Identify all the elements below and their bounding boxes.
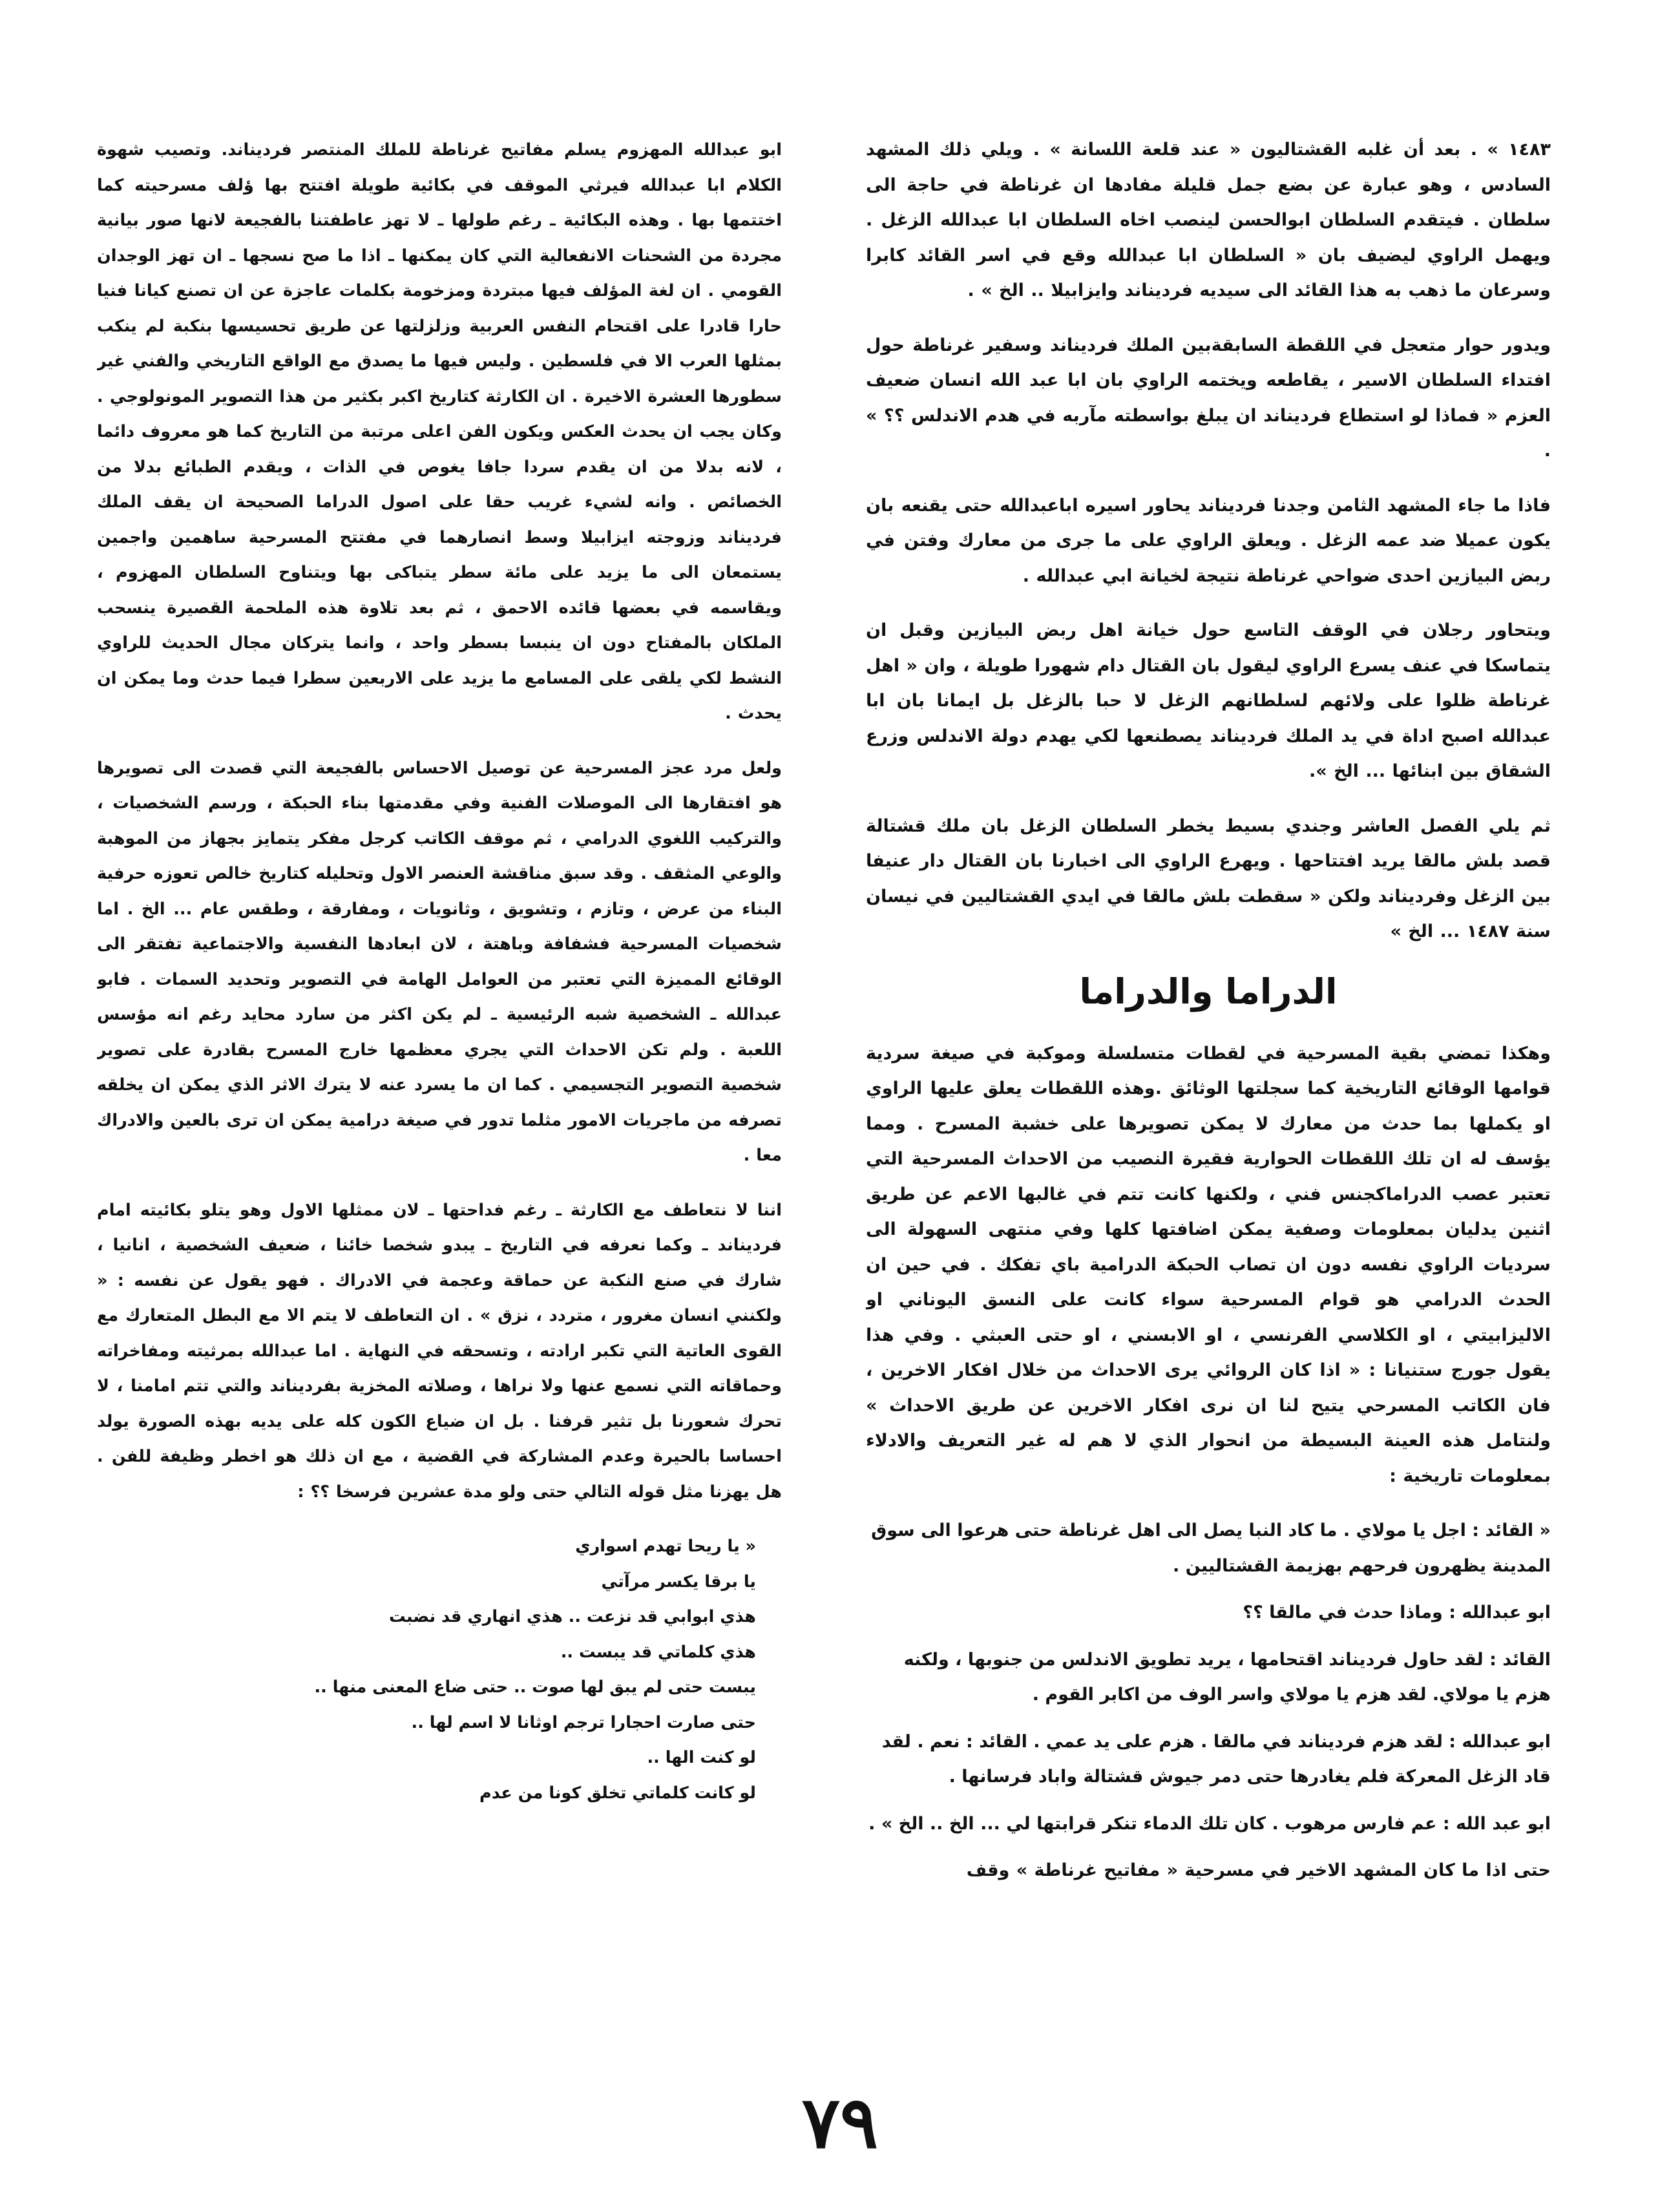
poem-line: لو كنت الها .. [647, 1748, 756, 1767]
dialogue-line: ابو عبدالله : لقد هزم فرديناند في مالقا . هزم على يد عمي . القائد : نعم . لقد قاد الزغل المعركة فلم يغادرها حتى دمر جيوش قشتالة واباد فرسانها . [881, 1731, 1551, 1787]
dialogue-line: « القائد : اجل يا مولاي . ما كاد النبا يصل الى اهل غرناطة حتى هرعوا الى سوق المدينة يظهرون فرحهم بهزيمة القشتاليين . [871, 1520, 1551, 1576]
paragraph: ابو عبدالله المهزوم يسلم مفاتيح غرناطة للملك المنتصر فرديناند. وتصيب شهوة الكلام ابا عبدالله فيرثي الموقف في بكائية طويلة افتتح بها ؤلف مسرحيته كما اختتمها بها . وهذه البكائية ـ رغم طولها ـ لا تهز عاطفتنا بالفجيعة لانها صور بيانية مجردة من الشحنات الانفعالية التي كان يمكنها ـ اذا ما صح نسجها ـ ان تهز الوجدان القومي . ان لغة المؤلف فيها مبتردة ومزخومة بكلمات عاجزة عن ان تصنع كيانا فنيا حارا قادرا على اقتحام النفس العربية وزلزلتها عن طريق تحسيسها بنكبة لم ينكب بمثلها العرب الا في فلسطين . وليس فيها ما يصدق مع الواقع التاريخي والفني غير سطورها العشرة الاخيرة . ان الكارثة كتاريخ اكبر بكثير من هذا التصوير المونولوجي . وكان يجب ان يحدث العكس ويكون الفن اعلى مرتبة من التاريخ كما هو معروف دائما ، لانه بدلا من ان يقدم سردا جافا يغوص في الذات ، ويقدم الطبائع بدلا من الخصائص . وانه لشيء غريب حقا على اصول الدراما الصحيحة ان يقف الملك فرديناند وزوجته ايزابيلا وسط انصارهما في مفتتح المسرحية ساهمين واجمين يستمعان الى ما يزيد على مائة سطر يتباكى بها ويتناوح السلطان المهزوم ، ويقاسمه في بعضها قائده الاحمق ، ثم بعد تلاوة هذه الملحمة القصيرة ينسحب الملكان بالمفتاح دون ان ينبسا بسطر واحد ، وانما يتركان مجال الحديث للراوي النشط لكي يلقى على المسامع ما يزيد على الاربعين سطرا فيما حدث وما يمكن ان يحدث . [97, 140, 782, 723]
right-column [866, 132, 1551, 2058]
poem-line: « يا ريحا تهدم اسواري [575, 1537, 756, 1556]
paragraph: ويتحاور رجلان في الوقف التاسع حول خيانة اهل ربض البيازين وقبل ان يتماسكا في عنف يسرع الراوي ليقول بان القتال دام شهورا طويلة ، وان « اهل غرناطة ظلوا على ولائهم لسلطانهم الزغل لا حبا بالزغل بل ايمانا بان ابا عبدالله اصبح اداة في يد الملك فرديناند يصطنعها لكي يهدم دولة الاندلس وزرع الشقاق بين ابنائها ... الخ ». [866, 620, 1551, 781]
dialogue-line: ابو عبدالله : وماذا حدث في مالقا ؟؟ [1243, 1603, 1551, 1623]
dialogue-line: القائد : لقد حاول فرديناند اقتحامها ، يريد تطويق الاندلس من جنوبها ، ولكنه هزم يا مولاي. لقد هزم يا مولاي واسر الوف من اكابر القوم . [903, 1649, 1551, 1705]
page-number: ٧٩ [801, 2081, 879, 2164]
paragraph: ثم يلي الفصل العاشر وجندي بسيط يخطر السلطان الزغل بان ملك قشتالة قصد بلش مالقا يريد افتتاحها . ويهرع الراوي الى اخبارنا بان القتال دار عنيفا بين الزغل وفرديناند ولكن « سقطت بلش مالقا في ايدي القشتاليين في نيسان سنة ١٤٨٧ ... الخ » [866, 815, 1551, 941]
poem-line: هذي ابوابي قد نزعت .. هذي انهاري قد نضبت [389, 1607, 756, 1626]
poem-line: حتى صارت احجارا ترجم اوثانا لا اسم لها .. [411, 1712, 756, 1732]
poem-line: يا برقا يكسر مرآتي [601, 1572, 756, 1592]
poem-line: يبست حتى لم يبق لها صوت .. حتى ضاع المعنى منها .. [314, 1677, 756, 1697]
paragraph: حتى اذا ما كان المشهد الاخير في مسرحية « مفاتيح غرناطة » وقف [966, 1860, 1551, 1880]
paragraph: ويدور حوار متعجل في اللقطة السابقةبين الملك فرديناند وسفير غرناطة حول افتداء السلطان الاسير ، يقاطعه ويختمه الراوي بان ابا عبد الله انسان ضعيف العزم « فماذا لو استطاع فرديناند ان يبلغ بواسطته مآربه في هدم الاندلس ؟؟ » . [866, 335, 1551, 461]
poem-line: هذي كلماتي قد يبست .. [560, 1642, 756, 1662]
paragraph: اننا لا نتعاطف مع الكارثة ـ رغم فداحتها ـ لان ممثلها الاول وهو يتلو بكائيته امام فرديناند ـ وكما نعرفه في التاريخ ـ يبدو شخصا خائنا ، ضعيف الشخصية ، انانيا ، شارك في صنع النكبة عن حماقة وعجمة في الادراك . فهو يقول عن نفسه : « ولكنني انسان مغرور ، متردد ، نزق » . ان التعاطف لا يتم الا مع البطل المتعارك مع القوى العاتية التي تكبر ارادته ، وتسحقه في النهاية . اما عبدالله بمرثيته ومفاخراته وحماقاته التي نسمع عنها ولا نراها ، وصلاته المخزية بفرديناند والتي تتم امامنا ، لا تحرك شعورنا بل تثير قرفنا . بل ان ضياع الكون كله على يديه بهذه الصورة يولد احساسا بالحيرة وعدم المشاركة في القضية ، مع ان ذلك هو اخطر وظيفة للفن . هل يهزنا مثل قوله التالي حتى ولو مدة عشرين فرسخا ؟؟ : [97, 1200, 782, 1502]
paragraph: وهكذا تمضي بقية المسرحية في لقطات متسلسلة وموكبة في صيغة سردية قوامها الوقائع التاريخية كما سجلتها الوثائق .وهذه اللقطات يعلق عليها الراوي او يكملها بما حدث من معارك لا يمكن تصويرها على خشبة المسرح . ومما يؤسف له ان تلك اللقطات الحوارية فقيرة النصيب من الاحداث المسرحية التي تعتبر عصب الدراماكجنس فني ، ولكنها كانت تتم في غالبها الاعم عن طريق اثنين يدليان بمعلومات وصفية يمكن اضافتها كلها وفي منتهى السهولة الى سرديات الراوي نفسه دون ان تصاب الحبكة الدرامية باي تفكك . في حين ان الحدث الدرامي هو قوام المسرحية سواء كانت على النسق اليوناني او الاليزابيتي ، او الكلاسي الفرنسي ، او الابسني ، او حتى العبثي . وفي هذا يقول جورج ستنيانا : « اذا كان الروائي يرى الاحداث من خلال افكار الاخرين ، فان الكاتب المسرحي يتيح لنا ان نرى افكار الاخرين عن طريق الاحداث » ولنتامل هذه العينة البسيطة من انحوار الذي لا هم له غير التعريف والادلاء بمعلومات تاريخية : [866, 1043, 1551, 1486]
left-column [97, 132, 782, 2058]
poem-excerpt [97, 1529, 782, 1811]
paragraph: ١٤٨٣ » . بعد أن غلبه القشتاليون « عند قلعة اللسانة » . ويلي ذلك المشهد السادس ، وهو عبارة عن بضع جمل قليلة مفادها ان غرناطة في حاجة الى سلطان . فيتقدم السلطان ابوالحسن لينصب اخاه السلطان ابا عبدالله الزغل . ويهمل الراوي ليضيف بان « السلطان ابا عبدالله وقع في اسر القائد كابرا وسرعان ما ذهب به هذا القائد الى سيديه فردیناند وایزابیلا .. الخ » . [866, 140, 1551, 300]
paragraph: ولعل مرد عجز المسرحية عن توصيل الاحساس بالفجيعة التي قصدت الى تصويرها هو افتقارها الى الموصلات الفنية وفي مقدمتها بناء الحبكة ، ورسم الشخصيات ، والتركيب اللغوي الدرامي ، ثم موقف الكاتب كرجل مفكر يتمايز بجهاز من الموهبة والوعي المثقف . وقد سبق مناقشة العنصر الاول وتحليله كتاريخ خالص تعوزه حرفية البناء من عرض ، وتازم ، وتشويق ، وثانويات ، ومفارقة ، وطقس عام ... الخ . اما شخصيات المسرحية فشفافة وباهتة ، لان ابعادها النفسية والاجتماعية تفتقر الى الوقائع المميزة التي تعتبر من العوامل الهامة في التصوير وتحديد السمات . فابو عبدالله ـ الشخصية شبه الرئيسية ـ لم يكن اكثر من سارد محايد رغم انه مؤسس اللعبة . ولم تكن الاحداث التي يجري معظمها خارج المسرح بقادرة على تصوير شخصية التصوير التجسيمي . كما ان ما يسرد عنه لا يترك الاثر الذي يمكن ان يخلقه تصرفه من ماجريات الامور مثلما تدور في صيغة درامية يمكن ان ترى بالعين والادراك معا . [97, 758, 782, 1165]
section-heading: الدراما والدراما [1079, 971, 1338, 1012]
paragraph: فاذا ما جاء المشهد الثامن وجدنا فرديناند يحاور اسيره اباعبدالله حتى يقنعه بان يكون عميلا ضد عمه الزغل . ويعلق الراوي على ما جرى من معارك وفتن في ربض البيازين احدى ضواحي غرناطة نتيجة لخيانة ابي عبدالله . [866, 495, 1551, 586]
dialogue-line: ابو عبد الله : عم فارس مرهوب . كان تلك الدماء تنكر قرابتها لي ... الخ .. الخ » . [868, 1813, 1551, 1834]
poem-line: لو كانت كلماتي تخلق كونا من عدم [479, 1783, 756, 1803]
